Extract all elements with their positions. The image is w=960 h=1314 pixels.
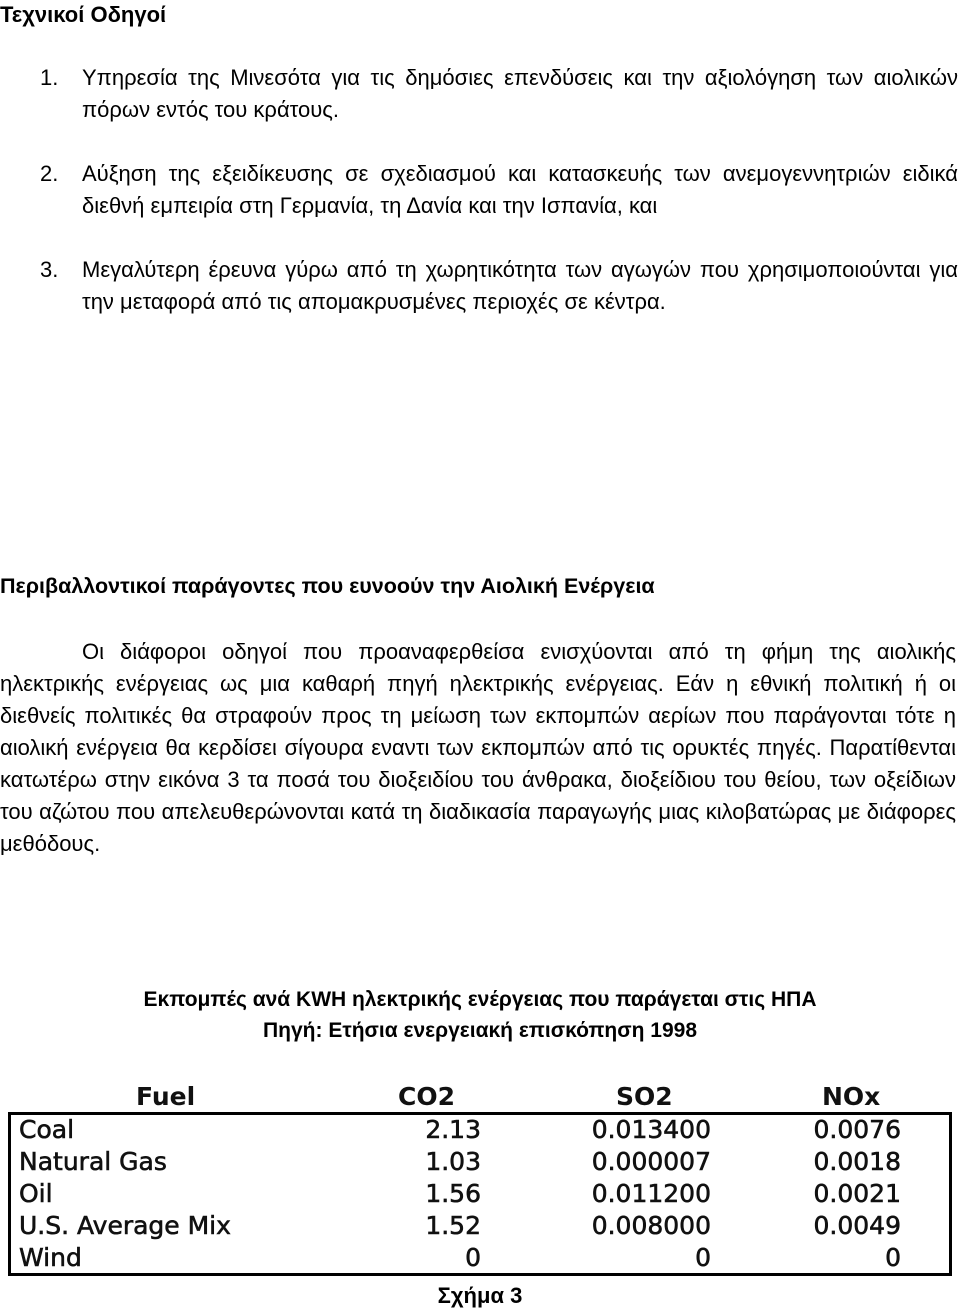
list-item-text: Αύξηση της εξειδίκευσης σε σχεδιασμού και κατασκευής των ανεμογεννητριών ειδικά διεθνή εμπειρία στη Γερμανία, τη Δανία και την Ισπανία, και: [82, 161, 958, 218]
figure-caption: Σχήμα 3: [437, 1283, 523, 1308]
table-row: [11, 1179, 949, 1210]
section-heading-technical: Τεχνικοί Οδηγοί: [0, 2, 167, 27]
list-item-number: 1.: [40, 65, 59, 90]
table-row: [11, 1211, 949, 1242]
column-header-co2: CO2: [398, 1082, 455, 1111]
cell-co2: 0: [465, 1243, 481, 1272]
cell-so2: 0.013400: [591, 1115, 711, 1144]
list-item-number: 3.: [40, 257, 59, 282]
list-item-number: 2.: [40, 161, 59, 186]
cell-fuel: U.S. Average Mix: [19, 1211, 231, 1240]
column-header-so2: SO2: [616, 1082, 673, 1111]
cell-so2: 0.011200: [591, 1179, 711, 1208]
table-body: [8, 1112, 952, 1276]
technical-list: [40, 62, 958, 318]
list-item-text: Μεγαλύτερη έρευνα γύρω από τη χωρητικότητα των αγωγών που χρησιμοποιούνται για την μεταφορά από τις απομακρυσμένες περιοχές σε κέντρα.: [82, 257, 958, 314]
cell-fuel: Natural Gas: [19, 1147, 167, 1176]
table-row: [11, 1243, 949, 1274]
cell-nox: 0.0018: [813, 1147, 901, 1176]
section-heading-environment: Περιβαλλοντικοί παράγοντες που ευνοούν την Αιολική Ενέργεια: [0, 574, 655, 598]
column-header-fuel: Fuel: [136, 1082, 196, 1111]
table-row: [11, 1147, 949, 1178]
figure-title-line-2: Πηγή: Ετήσια ενεργειακή επισκόπηση 1998: [263, 1019, 697, 1042]
cell-co2: 1.52: [425, 1211, 481, 1240]
table-row: [11, 1115, 949, 1146]
cell-nox: 0: [885, 1243, 901, 1272]
cell-co2: 1.03: [425, 1147, 481, 1176]
figure-title-line-1: Εκπομπές ανά KWH ηλεκτρικής ενέργειας που παράγεται στις ΗΠΑ: [143, 988, 817, 1011]
cell-nox: 0.0076: [813, 1115, 901, 1144]
cell-nox: 0.0049: [813, 1211, 901, 1240]
cell-fuel: Oil: [19, 1179, 53, 1208]
cell-so2: 0.000007: [591, 1147, 711, 1176]
environment-paragraph-text: Οι διάφοροι οδηγοί που προαναφερθείσα ενισχύονται από τη φήμη της αιολικής ηλεκτρικής ενέργειας ως μια καθαρή πηγή ηλεκτρικής ενέργειας. Εάν η εθνική πολιτική ή οι διεθνείς πολιτικές θα στραφούν προς τη μείωση των εκπομπών αερίων που παράγονται τότε η αιολική ενέργεια θα κερδίσει σίγουρα εναντι των εκπομπών από τις ορυκτές πηγές. Παρατίθενται κατωτέρω στην εικόνα 3 τα ποσά του διοξειδίου του άνθρακα, διοξείδιου του θείου, των οξείδιων του αζώτου που απελευθερώνονται κατά τη διαδικασία παραγωγής μιας κιλοβατώρας με διάφορες μεθόδους.: [0, 639, 956, 856]
environment-paragraph: [0, 636, 956, 860]
cell-co2: 1.56: [425, 1179, 481, 1208]
cell-co2: 2.13: [425, 1115, 481, 1144]
column-header-nox: NOx: [822, 1082, 881, 1111]
cell-nox: 0.0021: [813, 1179, 901, 1208]
figure-title: [0, 984, 960, 1046]
list-item: [40, 158, 958, 222]
cell-fuel: Wind: [19, 1243, 82, 1272]
list-item: [40, 254, 958, 318]
list-item-text: Υπηρεσία της Μινεσότα για τις δημόσιες επενδύσεις και την αξιολόγηση των αιολικών πόρων εντός του κράτους.: [82, 65, 958, 122]
cell-fuel: Coal: [19, 1115, 75, 1144]
cell-so2: 0: [695, 1243, 711, 1272]
list-item: [40, 62, 958, 126]
table-header: [10, 1082, 950, 1112]
cell-so2: 0.008000: [591, 1211, 711, 1240]
